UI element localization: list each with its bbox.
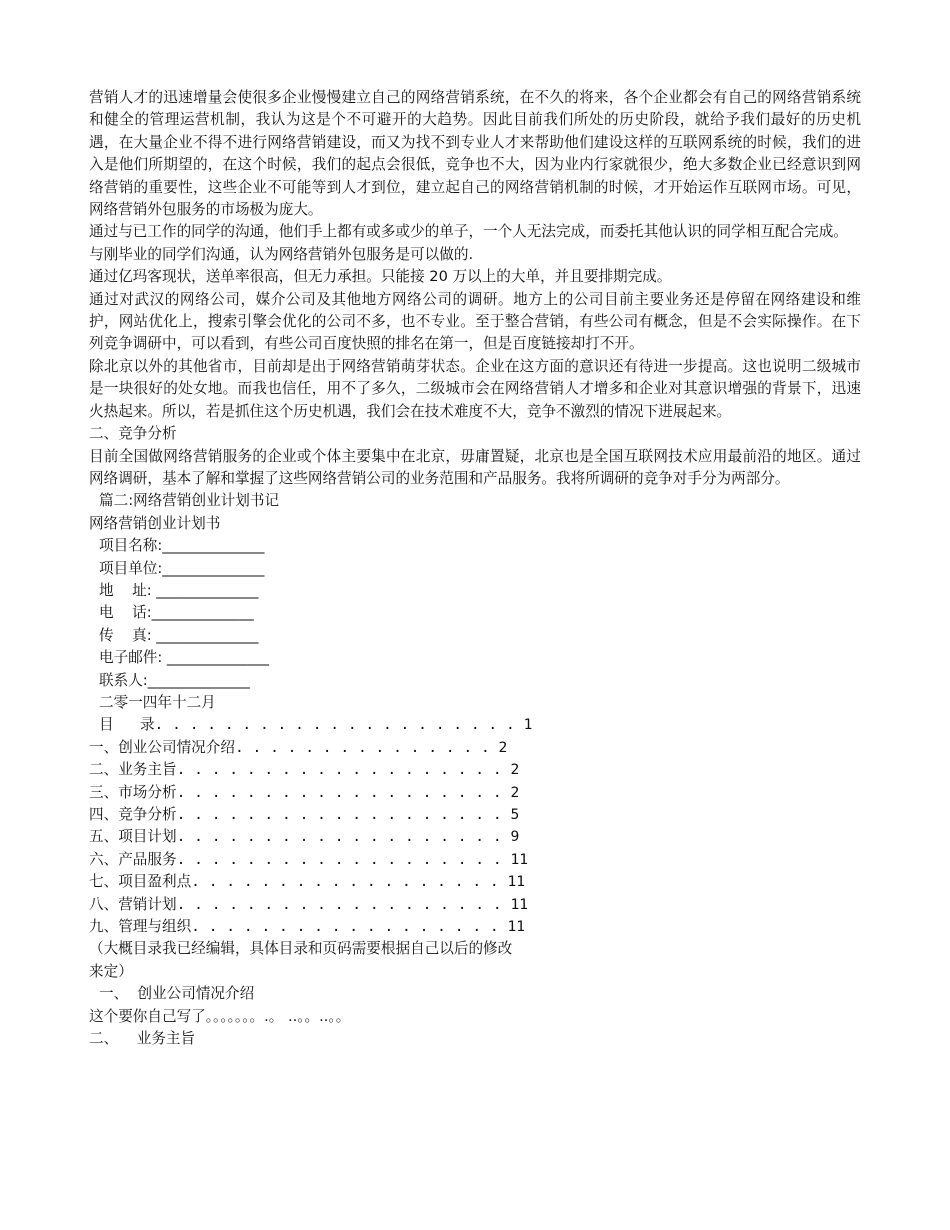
toc-entry: 五、项目计划. . . . . . . . . . . . . . . . . . . 9 — [89, 828, 520, 846]
toc-entry: 四、竞争分析. . . . . . . . . . . . . . . . . . . 5 — [89, 806, 520, 823]
body-paragraph: 除北京以外的其他省市，目前却是出于网络营销萌芽状态。企业在这方面的意识还有待进一步提高。这也说明二级城市是一块很好的处女地。而我也信任，用不了多久，二级城市会在网络营销人才增多和企业对其意识增强的背景下，迅速火热起来。所以，若是抓住这个历史机遇，我们会在技术难度不大，竞争不激烈的情况下进展起来。 — [89, 357, 861, 420]
section-heading: 二、 业务主旨 — [89, 1030, 196, 1048]
toc-entry: 九、管理与组织. . . . . . . . . . . . . . . . . . 11 — [89, 918, 526, 936]
document-page — [89, 87, 861, 1050]
document-date: 二零一四年十二月 — [99, 693, 216, 711]
body-paragraph: 这个要你自己写了。。。。。。。.。 ..。。..。。 — [89, 1007, 351, 1025]
toc-entry: 八、营销计划. . . . . . . . . . . . . . . . . . . 11 — [89, 895, 529, 913]
body-paragraph: 通过亿玛客现状，送单率很高，但无力承担。只能接 20 万以上的大单，并且要排期完成。 — [89, 268, 672, 286]
body-paragraph: 目前全国做网络营销服务的企业或个体主要集中在北京，毋庸置疑，北京也是全国互联网技术应用最前沿的地区。通过网络调研，基本了解和掌握了这些网络营销公司的业务范围和产品服务。我将所调研的竞争对手分为两部分。 — [89, 447, 861, 487]
body-paragraph: 通过与已工作的同学的沟通，他们手上都有或多或少的单子，一个人无法完成，而委托其他认识的同学相互配合完成。 — [89, 223, 848, 241]
table-of-contents — [89, 714, 861, 938]
field-project-unit: 项目单位:______________ — [99, 559, 265, 577]
section-heading: 一、 创业公司情况介绍 — [99, 985, 255, 1003]
toc-entry: 三、市场分析. . . . . . . . . . . . . . . . . . . 2 — [89, 783, 520, 801]
toc-entry: 二、业务主旨. . . . . . . . . . . . . . . . . . . 2 — [89, 761, 520, 779]
plan-title: 网络营销创业计划书 — [89, 514, 221, 532]
toc-entry: 目 录. . . . . . . . . . . . . . . . . . . . . 1 — [99, 716, 533, 734]
body-paragraph: 营销人才的迅速增量会使很多企业慢慢建立自己的网络营销系统，在不久的将来，各个企业都会有自己的网络营销系统和健全的管理运营机制，我认为这是个不可避开的大趋势。因此目前我们所处的历史阶段，就给予我们最好的历史机遇，在大量企业不得不进行网络营销建设，而又为找不到专业人才来帮助他们建设这样的互联网系统的时候，我们的进入是他们所期望的，在这个时候，我们的起点会很低，竞争也不大，因为业内行家就很少，绝大多数企业已经意识到网络营销的重要性，这些企业不可能等到人才到位，建立起自己的网络营销机制的时候，才开始运作互联网市场。可见，网络营销外包服务的市场极为庞大。 — [89, 89, 861, 219]
field-phone: 电 话:______________ — [99, 604, 254, 622]
article-header: 篇二:网络营销创业计划书记 — [99, 492, 280, 510]
field-address: 地 址: ______________ — [99, 581, 259, 599]
field-contact: 联系人:______________ — [99, 671, 250, 689]
toc-entry: 一、创业公司情况介绍. . . . . . . . . . . . . . . 2 — [89, 738, 508, 756]
body-paragraph: 与刚毕业的同学们沟通，认为网络营销外包服务是可以做的. — [89, 245, 474, 263]
field-fax: 传 真: ______________ — [99, 626, 259, 644]
section-heading: 二、竞争分析 — [89, 425, 177, 443]
field-project-name: 项目名称:______________ — [99, 537, 265, 555]
toc-entry: 六、产品服务. . . . . . . . . . . . . . . . . . . 11 — [89, 850, 529, 868]
toc-note: （大概目录我已经编辑，具体目录和页码需要根据自己以后的修改来定） — [89, 940, 513, 980]
field-email: 电子邮件: ______________ — [99, 649, 270, 667]
toc-entry: 七、项目盈利点. . . . . . . . . . . . . . . . . . 11 — [89, 873, 526, 891]
body-paragraph: 通过对武汉的网络公司，媒介公司及其他地方网络公司的调研。地方上的公司目前主要业务还是停留在网络建设和维护，网站优化上，搜索引擎会优化的公司不多，也不专业。至于整合营销，有些公司有概念，但是不会实际操作。在下列竞争调研中，可以看到，有些公司百度快照的排名在第一，但是百度链接却打不开。 — [89, 290, 861, 353]
